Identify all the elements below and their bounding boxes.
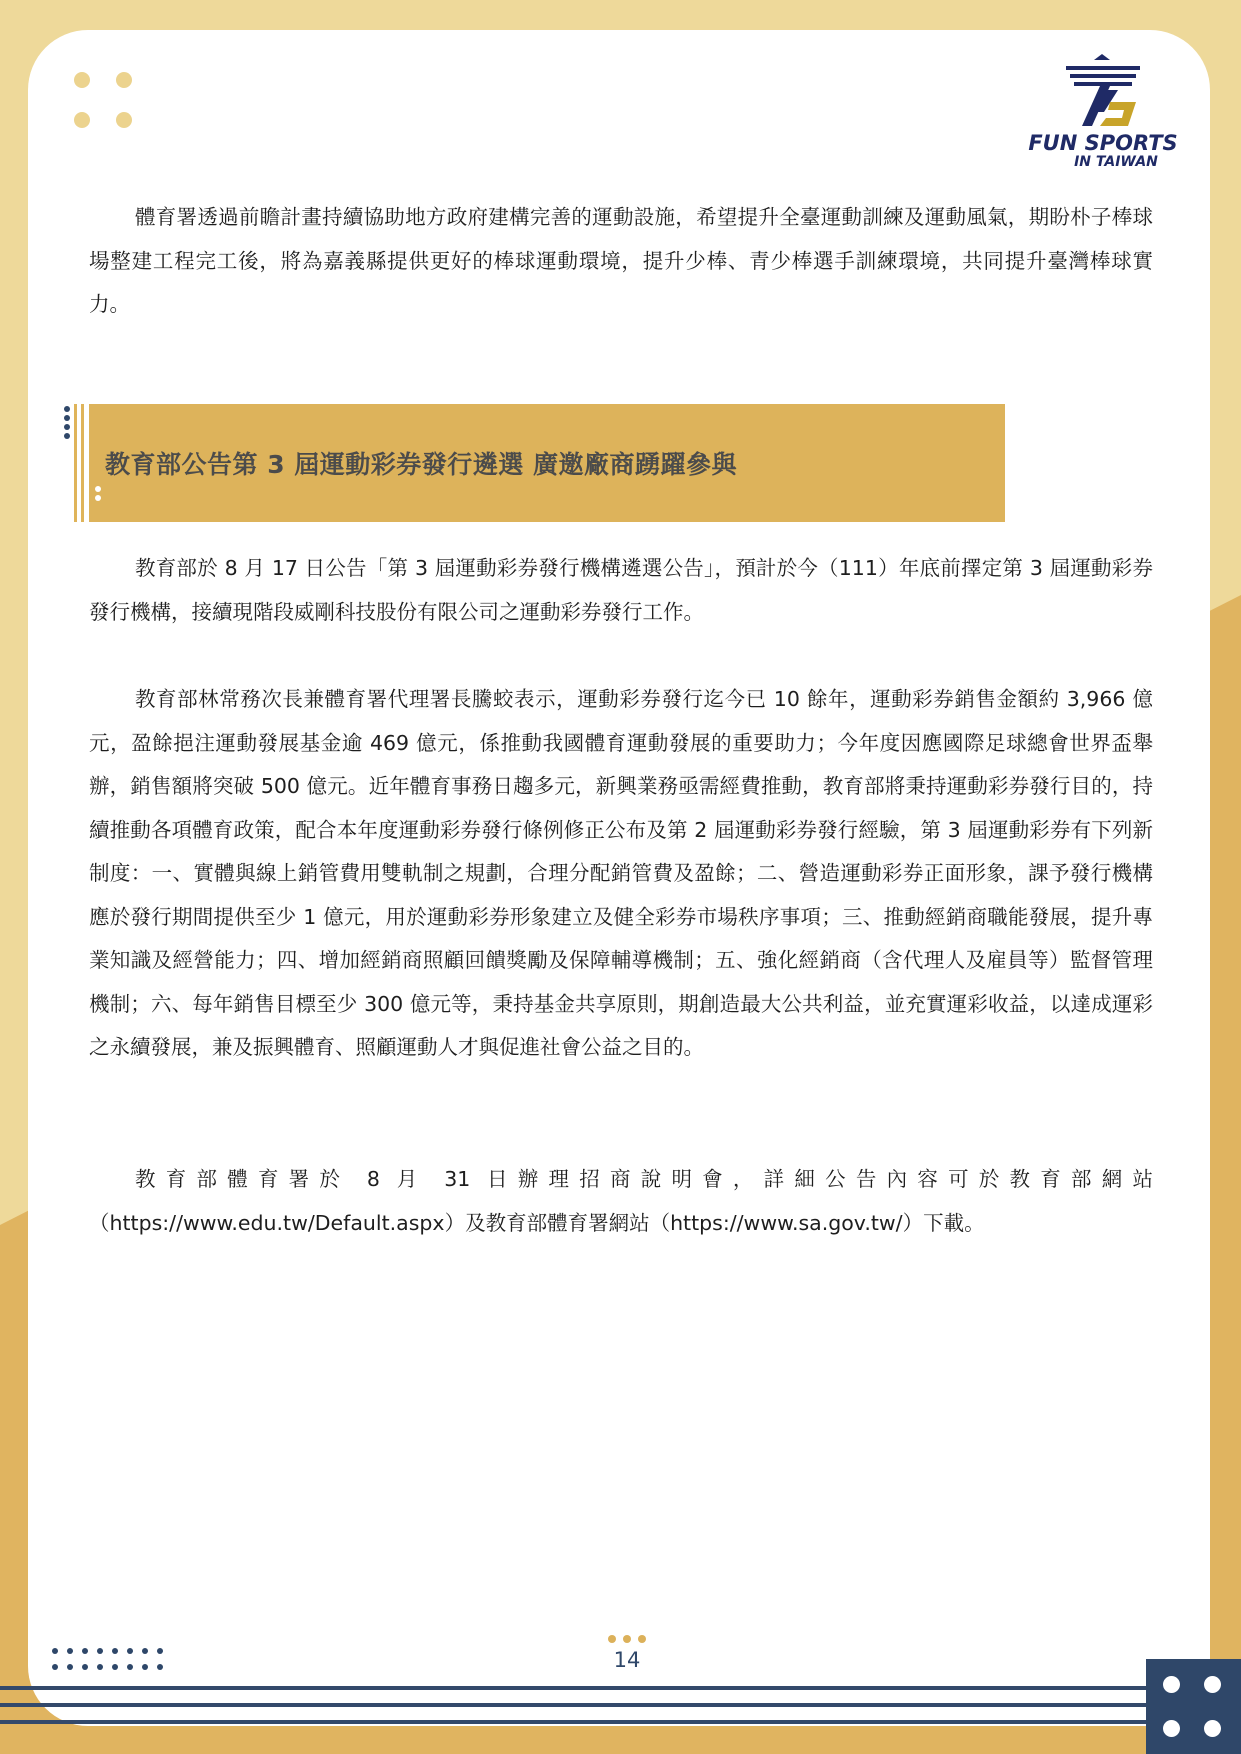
section-heading: 教育部公告第 3 屆運動彩券發行遴選 廣邀廠商踴躍參與 <box>105 450 738 479</box>
announcement-paragraph: 教育部於 8 月 17 日公告「第 3 屆運動彩券發行機構遴選公告」，預計於今（111）年底前擇定第 3 屆運動彩券發行機構，接續現階段威剛科技股份有限公司之運動彩券發行工作。 <box>89 556 1153 624</box>
intro-paragraph: 體育署透過前瞻計畫持續協助地方政府建構完善的運動設施，希望提升全臺運動訓練及運動風氣，期盼朴子棒球場整建工程完工後，將為嘉義縣提供更好的棒球運動環境，提升少棒、青少棒選手訓練環境，共同提升臺灣棒球實力。 <box>89 205 1153 316</box>
decorative-dots-top-left <box>74 72 134 132</box>
page-number-dots <box>608 1635 648 1645</box>
decorative-dots-bottom-left <box>52 1648 172 1676</box>
statement-paragraph: 教育部林常務次長兼體育署代理署長騰蛟表示，運動彩券發行迄今已 10 餘年，運動彩券銷售金額約 3,966 億元，盈餘挹注運動發展基金逾 469 億元，係推動我國體育運動發展的重要助力；今年度因應國際足球總會世界盃舉辦，銷售額將突破 500 億元。近年體育事務日趨多元，新興業務亟需經費推動，教育部將秉持運動彩券發行目的，持續推動各項體育政策，配合本年度運動彩券發行條例修正公布及第 2 屆運動彩券發行經驗，第 3 屆運動彩券有下列新制度：一、實體與線上銷管費用雙軌制之規劃，合理分配銷管費及盈餘；二、營造運動彩券正面形象，課予發行機構應於發行期間提供至少 1 億元，用於運動彩券形象建立及健全彩券市場秩序事項；三、推動經銷商職能發展，提升專業知識及經營能力；四、增加經銷商照顧回饋獎勵及保障輔導機制；五、強化經銷商（含代理人及雇員等）監督管理機制；六、每年銷售目標至少 300 億元等，秉持基金共享原則，期創造最大公共利益，並充實運彩收益，以達成運彩之永續發展，兼及振興體育、照顧運動人才與促進社會公益之目的。 <box>89 687 1153 1059</box>
briefing-paragraph: 教育部體育署於 8 月 31 日辦理招商說明會，詳細公告內容可於教育部網站（https://www.edu.tw/Default.aspx）及教育部體育署網站（https://www.sa.gov.tw/）下載。 <box>89 1167 1153 1235</box>
corner-dots-box <box>1146 1659 1241 1754</box>
banner-accent-lines <box>74 404 88 522</box>
banner-dots-left <box>64 406 70 442</box>
fun-sports-logo <box>1028 54 1178 184</box>
logo-text-line2: IN TAIWAN <box>1074 154 1158 170</box>
footer-stripes <box>0 1686 1146 1726</box>
banner-dots-inner <box>95 486 101 504</box>
runner-emblem-icon <box>1060 54 1146 130</box>
section-banner <box>89 404 1005 522</box>
logo-text-line1: FUN SPORTS <box>1028 131 1178 155</box>
page-number: 14 <box>613 1648 641 1672</box>
